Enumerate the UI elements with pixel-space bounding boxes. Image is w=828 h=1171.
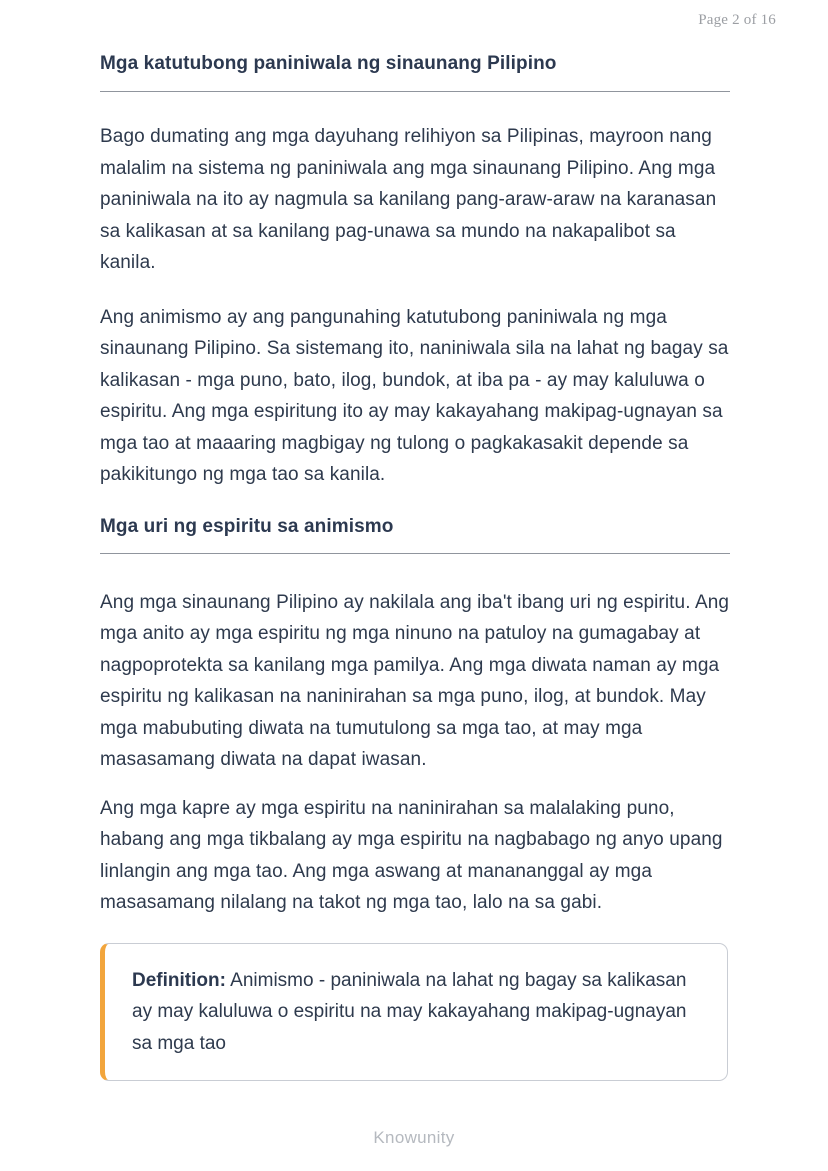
section-heading-rule — [100, 553, 730, 554]
section-heading-rule — [100, 91, 730, 92]
document-content — [100, 0, 730, 1081]
paragraph-animismo-overview: Ang animismo ay ang pangunahing katutubong paniniwala ng mga sinaunang Pilipino. Sa sistemang ito, naniniwala sila na lahat ng bagay sa kalikasan - mga puno, bato, ilog, bundok, at iba pa - ay may kaluluwa o espiritu. Ang mga espiritung ito ay may kakayahang makipag-ugnayan sa mga tao at maaaring magbigay ng tulong o pagkakasakit depende sa pakikitungo ng mga tao sa kanila. — [100, 306, 729, 485]
page-indicator: Page 2 of 16 — [698, 12, 776, 28]
definition-text — [132, 965, 701, 1060]
paragraph-intro-beliefs: Bago dumating ang mga dayuhang relihiyon sa Pilipinas, mayroon nang malalim na sistema ng paniniwala ang mga sinaunang Pilipino. Ang mga paniniwala na ito ay nagmula sa kanilang pang-araw-araw na karanasan sa kalikasan at sa kanilang pag-unawa sa mundo na nakapalibot sa kanila. — [100, 126, 717, 273]
definition-body: Animismo - paniniwala na lahat ng bagay sa kalikasan ay may kaluluwa o espiritu na may kakayahang makipag-ugnayan sa mga tao — [132, 969, 687, 1054]
section-heading-uri-ng-espiritu: Mga uri ng espiritu sa animismo — [100, 515, 394, 537]
definition-label: Definition: — [132, 969, 226, 991]
definition-box — [100, 943, 728, 1082]
section-heading-katutubong-paniniwala: Mga katutubong paniniwala ng sinaunang Pilipino — [100, 53, 557, 74]
footer-brand: Knowunity — [373, 1128, 455, 1147]
paragraph-anito-diwata: Ang mga sinaunang Pilipino ay nakilala ang iba't ibang uri ng espiritu. Ang mga anito ay mga espiritu ng mga ninuno na patuloy na gumagabay at nagpoprotekta sa kanilang mga pamilya. Ang mga diwata naman ay mga espiritu ng kalikasan na naninirahan sa mga puno, ilog, at bundok. May mga mabubuting diwata na tumutulong sa mga tao, at may mga masasamang diwata na dapat iwasan. — [100, 591, 730, 770]
paragraph-kapre-tikbalang: Ang mga kapre ay mga espiritu na naninirahan sa malalaking puno, habang ang mga tikbalang ay mga espiritu na nagbabago ng anyo upang linlangin ang mga tao. Ang mga aswang at manananggal ay mga masasamang nilalang na takot ng mga tao, lalo na sa gabi. — [100, 797, 723, 913]
